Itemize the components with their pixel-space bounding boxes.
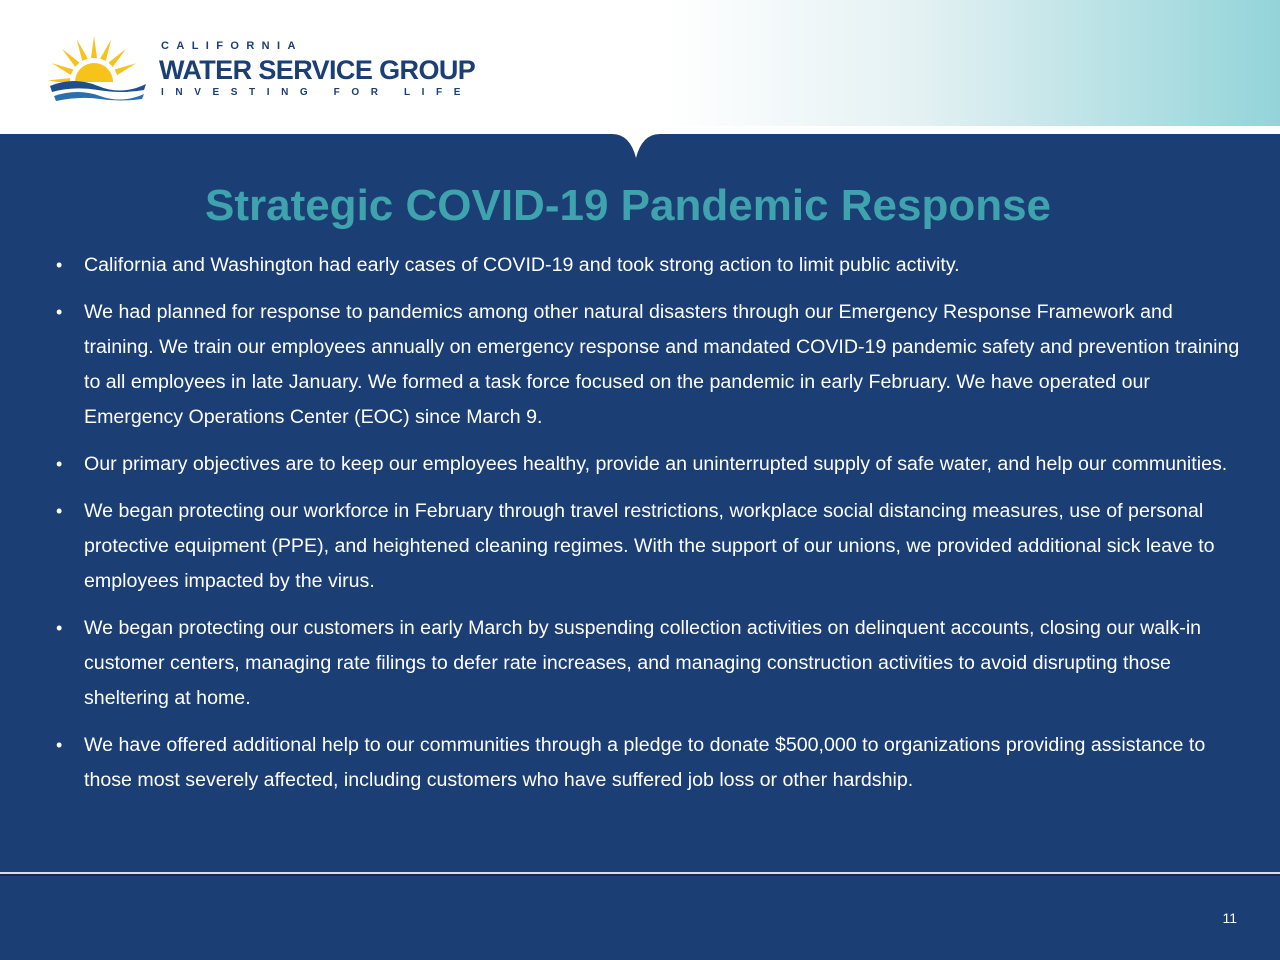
- bullet-text: We had planned for response to pandemics among other natural disasters through our Emergency Response Framework and training. We train our employees annually on emergency response and mandated COVID-19 pandemic safety and prevention training to all employees in late January. We formed a task force focused on the pandemic in early February. We have operated our Emergency Operations Center (EOC) since March 9.: [84, 301, 1240, 428]
- bullet-item: [56, 248, 1246, 283]
- bullet-item: [56, 494, 1246, 599]
- bullet-text: We have offered additional help to our communities through a pledge to donate $500,000 to organizations providing assistance to those most severely affected, including customers who have suffered job loss or other hardship.: [84, 734, 1206, 791]
- bullet-text: We began protecting our workforce in February through travel restrictions, workplace social distancing measures, use of personal protective equipment (PPE), and heightened cleaning regimes. With the support of our unions, we provided additional sick leave to employees impacted by the virus.: [84, 500, 1215, 592]
- bullet-marker: •: [56, 255, 63, 275]
- bullet-item: [56, 295, 1246, 435]
- bullet-item: [56, 611, 1246, 716]
- bullet-marker: •: [56, 454, 63, 474]
- bullet-text: California and Washington had early cases of COVID-19 and took strong action to limit public activity.: [84, 254, 960, 276]
- bullet-marker: •: [56, 302, 63, 322]
- header-notch: [0, 126, 1280, 166]
- brand-top-line: CALIFORNIA: [161, 40, 303, 52]
- page-number: 11: [1222, 910, 1237, 926]
- bullet-marker: •: [56, 618, 63, 638]
- brand-name: WATER SERVICE GROUP: [159, 55, 476, 85]
- company-logo: [44, 30, 504, 110]
- sun-over-water-logo-icon: [44, 30, 152, 106]
- brand-tagline: INVESTING FOR LIFE: [161, 87, 473, 98]
- bullet-item: [56, 447, 1246, 482]
- slide-title: Strategic COVID-19 Pandemic Response: [204, 181, 1052, 230]
- bullet-list: [56, 248, 1246, 810]
- bullet-item: [56, 728, 1246, 798]
- footer-divider-shadow: [0, 874, 1280, 876]
- bullet-text: Our primary objectives are to keep our employees healthy, provide an uninterrupted supply of safe water, and help our communities.: [84, 453, 1228, 475]
- bullet-marker: •: [56, 501, 63, 521]
- bullet-text: We began protecting our customers in early March by suspending collection activities on delinquent accounts, closing our walk-in customer centers, managing rate filings to defer rate increases, and managing construction activities to avoid disrupting those sheltering at home.: [84, 617, 1202, 709]
- bullet-marker: •: [56, 735, 63, 755]
